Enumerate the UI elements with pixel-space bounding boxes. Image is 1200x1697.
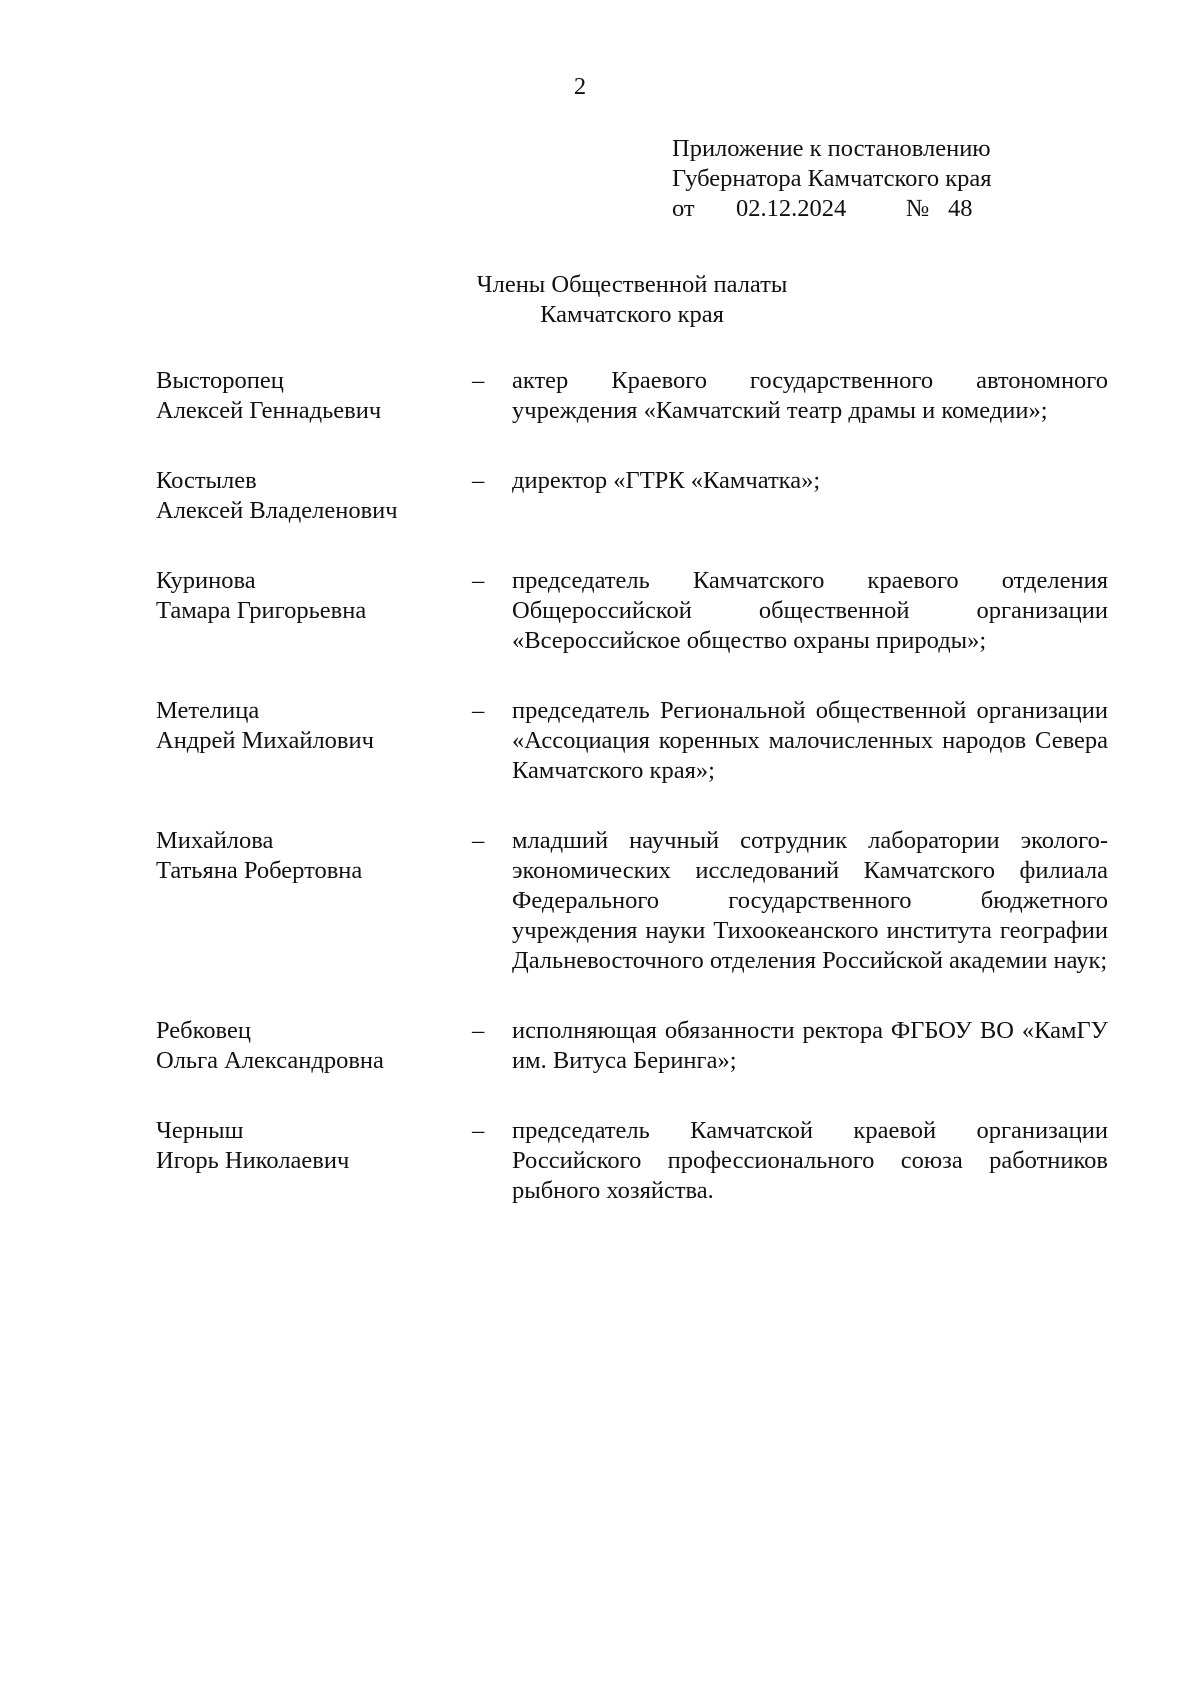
- member-name: [156, 566, 472, 656]
- member-given-names: Алексей Владеленович: [156, 497, 398, 524]
- appendix-line-1: Приложение к постановлению: [672, 135, 991, 162]
- title-line-2: Камчатского края: [540, 301, 724, 328]
- member-surname: Михайлова: [156, 827, 274, 854]
- document-number: 48: [948, 195, 973, 222]
- member-name: [156, 1016, 472, 1076]
- members-list: [156, 366, 1108, 1246]
- member-entry: [156, 1116, 1108, 1206]
- member-surname: Костылев: [156, 467, 257, 494]
- member-surname: Куринова: [156, 567, 256, 594]
- member-surname: Метелица: [156, 697, 260, 724]
- member-description: директор «ГТРК «Камчатка»;: [512, 467, 821, 494]
- member-name: [156, 826, 472, 976]
- document-title: [0, 270, 1200, 330]
- appendix-date-row: [672, 194, 1092, 224]
- title-line-1: Члены Общественной палаты: [476, 271, 788, 298]
- page-number: 2: [573, 73, 587, 100]
- document-date: 02.12.2024: [736, 195, 847, 222]
- member-entry: [156, 1016, 1108, 1076]
- member-dash: –: [472, 367, 485, 394]
- member-description: актер Краевого государственного автономного учреждения «Камчатский театр драмы и комедии»;: [512, 367, 1108, 424]
- member-surname: Черныш: [156, 1117, 244, 1144]
- member-given-names: Алексей Геннадьевич: [156, 397, 382, 424]
- member-description: председатель Региональной общественной организации «Ассоциация коренных малочисленных народов Севера Камчатского края»;: [512, 697, 1108, 784]
- member-name: [156, 466, 472, 526]
- member-entry: [156, 366, 1108, 426]
- member-entry: [156, 466, 1108, 526]
- member-surname: Ребковец: [156, 1017, 251, 1044]
- member-dash: –: [472, 467, 485, 494]
- member-given-names: Игорь Николаевич: [156, 1147, 350, 1174]
- appendix-header: [672, 134, 1092, 224]
- member-name: [156, 696, 472, 786]
- member-dash: –: [472, 1117, 485, 1144]
- appendix-line-2: Губернатора Камчатского края: [672, 165, 992, 192]
- member-entry: [156, 696, 1108, 786]
- member-dash: –: [472, 567, 485, 594]
- member-entry: [156, 566, 1108, 656]
- member-name: [156, 366, 472, 426]
- member-dash: –: [472, 827, 485, 854]
- member-dash: –: [472, 1017, 485, 1044]
- member-given-names: Татьяна Робертовна: [156, 857, 363, 884]
- member-name: [156, 1116, 472, 1206]
- number-sign: №: [906, 195, 930, 222]
- member-given-names: Андрей Михайлович: [156, 727, 374, 754]
- member-surname: Высторопец: [156, 367, 284, 394]
- member-description: младший научный сотрудник лаборатории эколого-экономических исследований Камчатского филиала Федерального государственного бюджетного учреждения науки Тихоокеанского института географии Дальневосточного отделения Российской академии наук;: [512, 827, 1108, 974]
- member-description: председатель Камчатского краевого отделения Общероссийской общественной организации «Всероссийское общество охраны природы»;: [512, 567, 1108, 654]
- member-entry: [156, 826, 1108, 976]
- member-dash: –: [472, 697, 485, 724]
- date-prefix: от: [672, 195, 695, 222]
- member-given-names: Ольга Александровна: [156, 1047, 384, 1074]
- member-description: председатель Камчатской краевой организации Российского профессионального союза работников рыбного хозяйства.: [512, 1117, 1108, 1204]
- member-given-names: Тамара Григорьевна: [156, 597, 367, 624]
- member-description: исполняющая обязанности ректора ФГБОУ ВО «КамГУ им. Витуса Беринга»;: [512, 1017, 1108, 1074]
